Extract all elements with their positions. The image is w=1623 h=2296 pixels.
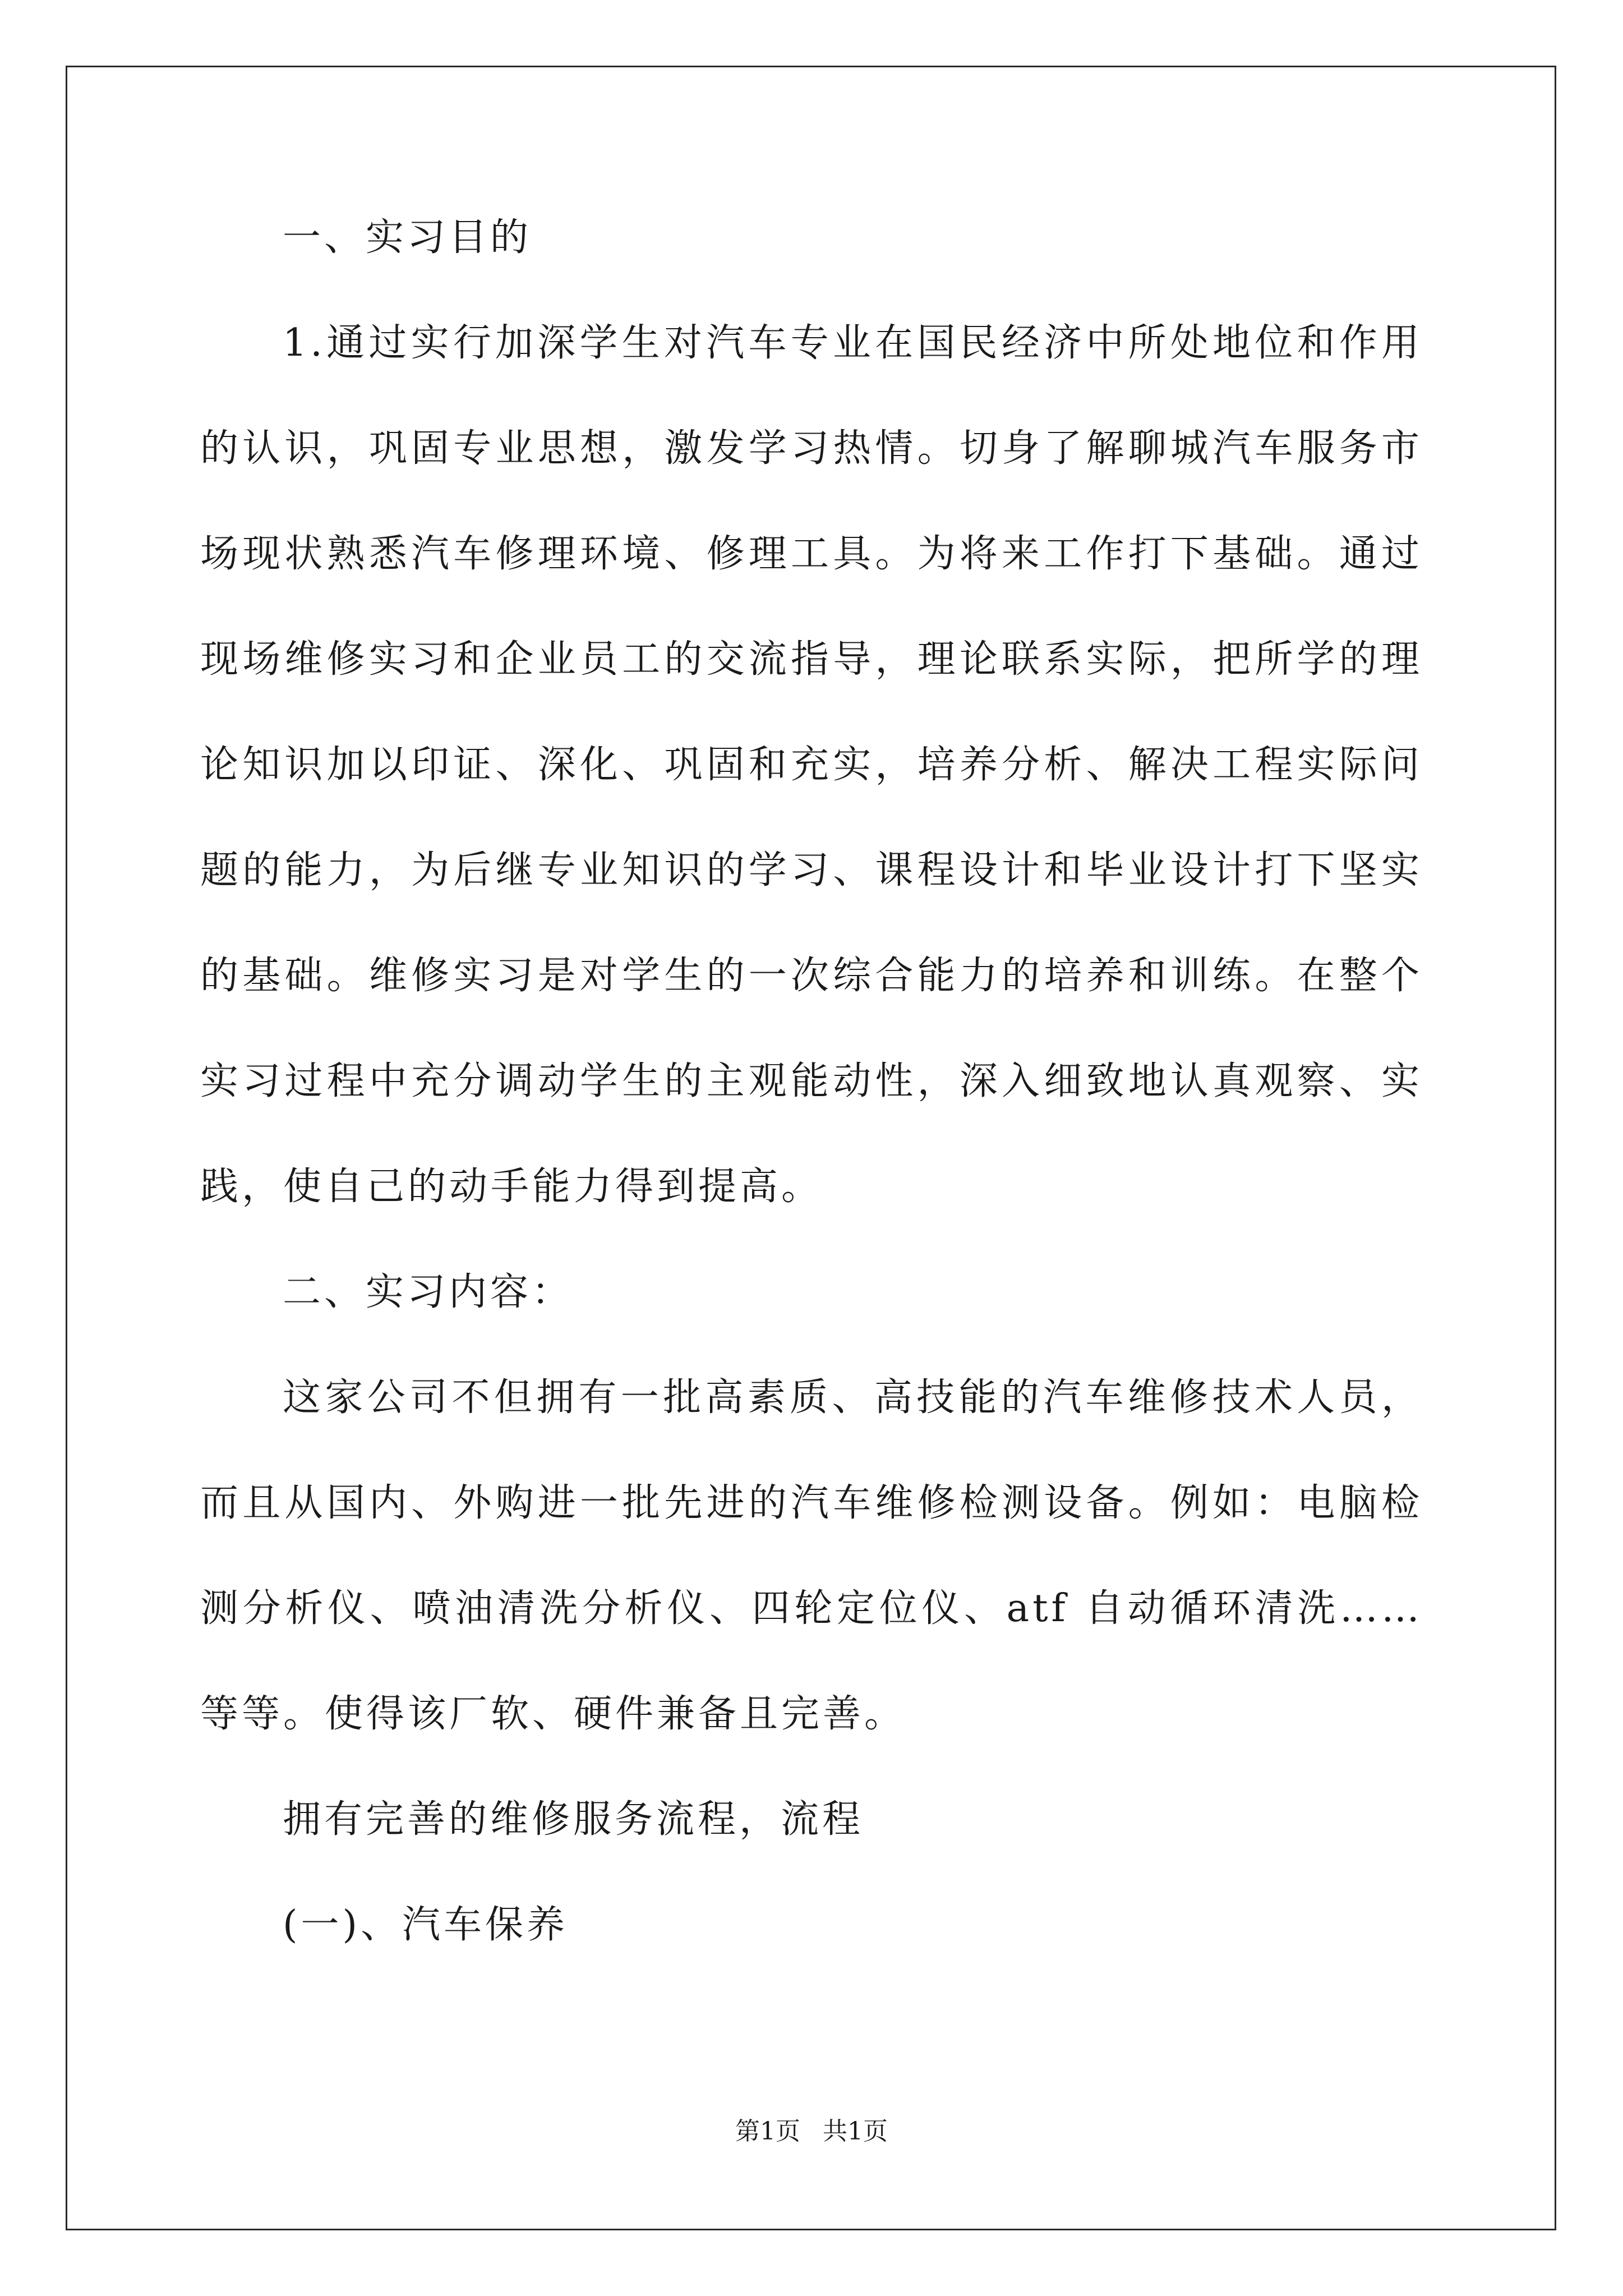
subheading-maintenance: (一)、汽车保养 <box>283 1903 569 1947</box>
page-total: 共1页 <box>823 2117 888 2146</box>
paragraph-process: 拥有完善的维修服务流程，流程 <box>283 1797 864 1842</box>
section-heading-content: 二、实习内容： <box>283 1270 574 1314</box>
page-footer <box>0 2115 1623 2148</box>
section-heading-purpose: 一、实习目的 <box>283 215 532 260</box>
paragraph-company: 这家公司不但拥有一批高素质、高技能的汽车维修技术人员，而且从国内、外购进一批先进的汽车维修检测设备。例如：电脑检测分析仪、喷油清洗分析仪、四轮定位仪、atf 自动循环清洗……等等。使得该厂软、硬件兼备且完善。 <box>200 1375 1423 1736</box>
document-body <box>200 185 1423 1978</box>
page-number: 第1页 <box>735 2117 800 2146</box>
paragraph-purpose: 1.通过实行加深学生对汽车专业在国民经济中所处地位和作用的认识，巩固专业思想，激发学习热情。切身了解聊城汽车服务市场现状熟悉汽车修理环境、修理工具。为将来工作打下基础。通过现场维修实习和企业员工的交流指导，理论联系实际，把所学的理论知识加以印证、深化、巩固和充实，培养分析、解决工程实际问题的能力，为后继专业知识的学习、课程设计和毕业设计打下坚实的基础。维修实习是对学生的一次综合能力的培养和训练。在整个实习过程中充分调动学生的主观能动性，深入细致地认真观察、实践，使自己的动手能力得到提高。 <box>200 321 1423 1209</box>
